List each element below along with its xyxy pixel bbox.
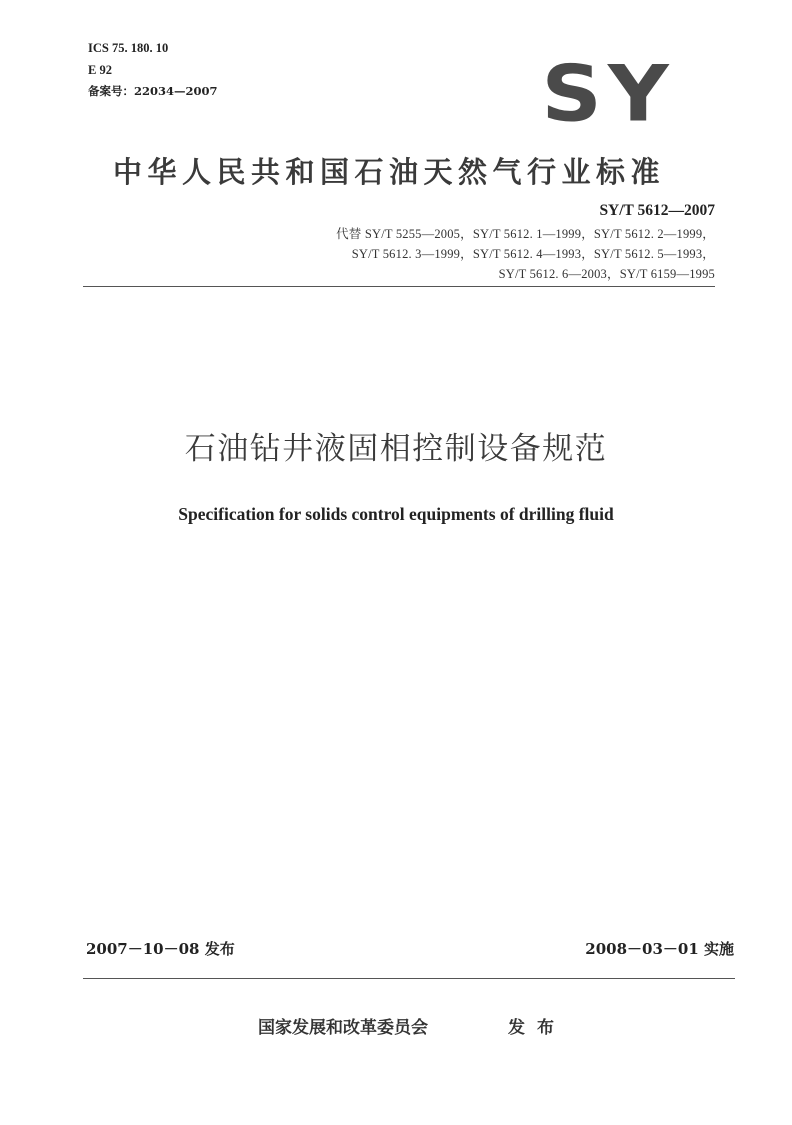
top-divider: [83, 286, 715, 287]
document-title-zh: 石油钻井液固相控制设备规范: [184, 431, 608, 467]
publisher-name: 国家发展和改革委员会: [258, 1018, 428, 1038]
replaces-line: 代替 SY/T 5255—2005，SY/T 5612. 1—1999，SY/T 5612. 2—1999，: [336, 227, 715, 241]
replaces-line: SY/T 5612. 3—1999，SY/T 5612. 4—1993，SY/T 5612. 5—1993，: [351, 247, 715, 261]
publish-label: 发布: [508, 1018, 566, 1038]
sy-logo: SY: [541, 48, 675, 140]
effective-date: 2008－03－01 实施: [585, 940, 734, 958]
replaces-line: SY/T 5612. 6—2003，SY/T 6159—1995: [498, 267, 715, 281]
standard-category-title: 中华人民共和国石油天然气行业标准: [113, 155, 666, 189]
document-title-en: Specification for solids control equipments of drilling fluid: [178, 504, 614, 524]
issue-date: 2007－10－08 发布: [86, 940, 235, 958]
ics-code: ICS 75. 180. 10: [88, 41, 169, 55]
standard-code: SY/T 5612—2007: [599, 202, 715, 219]
record-number: 备案号：22034—2007: [88, 84, 218, 98]
classification-code: E 92: [88, 63, 112, 77]
bottom-divider: [83, 978, 735, 979]
